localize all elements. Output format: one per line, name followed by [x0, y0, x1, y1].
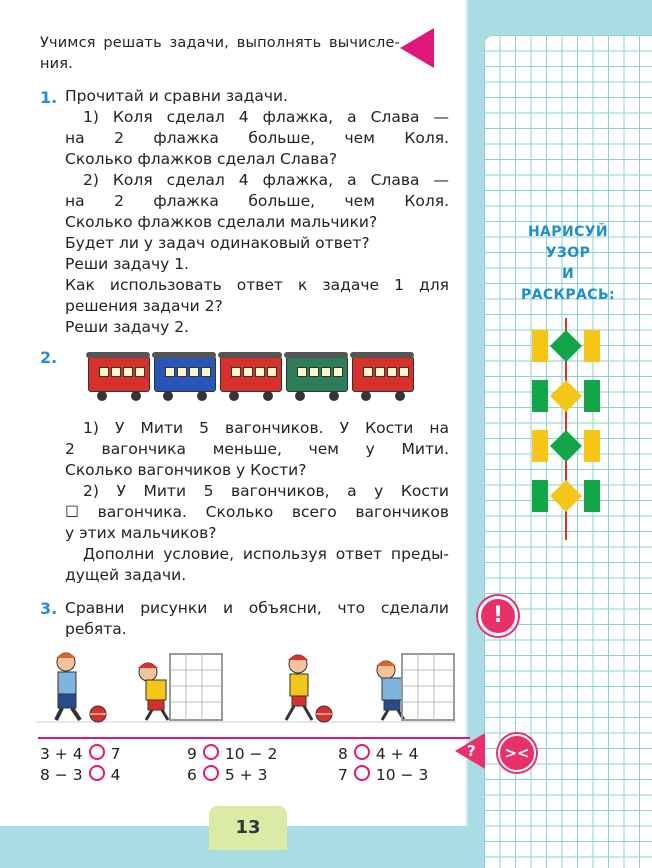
- task-1-line: Как использовать ответ к задаче 1 для: [65, 276, 449, 294]
- question-mark: ?: [467, 742, 476, 760]
- comparison-right: 7: [110, 745, 121, 763]
- page-number: 13: [209, 806, 287, 850]
- train-wagon: [220, 356, 282, 392]
- task-3-text: [65, 598, 449, 640]
- task-2-line: 2) У Мити 5 вагончиков, а у Кости: [83, 482, 449, 500]
- pattern-square: [584, 480, 600, 512]
- comparison-circle[interactable]: [203, 744, 219, 760]
- pattern-square: [584, 330, 600, 362]
- train-wagon: [352, 356, 414, 392]
- comparison-row: [40, 765, 120, 785]
- football-illustration: [36, 650, 456, 726]
- task-1-line: Сколько флажков сделал Слава?: [65, 150, 338, 168]
- task-3-number: 3.: [40, 599, 58, 618]
- comparison-row: [187, 765, 267, 785]
- comparison-left: 6: [187, 766, 197, 784]
- thinking-face-icon: ><: [498, 734, 536, 772]
- pattern-diamond: [550, 330, 582, 362]
- train-wagon: [88, 356, 150, 392]
- train-wagon: [154, 356, 216, 392]
- comparison-left: 3 + 4: [40, 745, 83, 763]
- comparison-left: 8: [338, 745, 348, 763]
- boy-goalkeeper-figure: [376, 661, 404, 720]
- pattern-square: [532, 330, 548, 362]
- comparison-circle[interactable]: [89, 744, 105, 760]
- task-1-line: на 2 флажка больше, чем Коля.: [65, 192, 449, 210]
- girl-goalkeeper-figure: [138, 663, 168, 720]
- comparison-right: 4: [110, 766, 121, 784]
- pattern-diamond: [550, 480, 582, 512]
- comparison-left: 9: [187, 745, 197, 763]
- task-2-line: Сколько вагончиков у Кости?: [65, 461, 307, 479]
- pattern-square: [584, 380, 600, 412]
- task-2-number: 2.: [40, 348, 58, 367]
- pattern-diamond: [550, 430, 582, 462]
- task-1-line: Сколько флажков сделали мальчики?: [65, 213, 378, 231]
- task-1-line: Прочитай и сравни задачи.: [65, 87, 288, 105]
- comparison-right: 10 − 2: [224, 745, 278, 763]
- comparison-right: 10 − 3: [375, 766, 429, 784]
- comparison-circle[interactable]: [354, 744, 370, 760]
- pattern-diamond: [550, 380, 582, 412]
- task-1-line: 1) Коля сделал 4 флажка, а Слава —: [83, 108, 449, 126]
- sidebar-title-line: И: [561, 266, 575, 282]
- boy-kicking-ball-figure: [56, 653, 80, 720]
- girl-kicking-ball-figure: [286, 655, 312, 720]
- comparison-left: 7: [338, 766, 348, 784]
- exercise-divider: [38, 737, 470, 739]
- sidebar-title-line: УЗОР: [545, 245, 591, 261]
- task-2-line: дущей задачи.: [65, 566, 187, 584]
- sidebar-title-line: НАРИСУЙ: [527, 224, 609, 240]
- task-1-line: 2) Коля сделал 4 флажка, а Слава —: [83, 171, 449, 189]
- comparison-circle[interactable]: [203, 765, 219, 781]
- comparison-row: [338, 744, 418, 764]
- comparison-right: 4 + 4: [375, 745, 419, 763]
- task-2-line: ☐ вагончика. Сколько всего вагончиков: [65, 503, 449, 521]
- task-2-text: [65, 418, 449, 586]
- ball-icon: [316, 706, 332, 722]
- exclamation-icon: !: [478, 596, 518, 636]
- diamond-pattern: [532, 318, 600, 540]
- task-3-line: ребята.: [65, 620, 127, 638]
- task-1-line: Будет ли у задач одинаковый ответ?: [65, 234, 370, 252]
- lesson-intro: Учимся решать задачи, выполнять вычисле- ния.: [40, 35, 400, 72]
- goal-net-icon: [170, 654, 222, 720]
- goal-net-icon: [402, 654, 454, 720]
- train-illustration: [88, 352, 418, 400]
- pattern-square: [532, 430, 548, 462]
- comparison-left: 8 − 3: [40, 766, 83, 784]
- comparison-circle[interactable]: [89, 765, 105, 781]
- pattern-square: [532, 480, 548, 512]
- pattern-square: [584, 430, 600, 462]
- train-wagon: [286, 356, 348, 392]
- sidebar-title: [506, 222, 630, 306]
- comparison-row: [338, 765, 428, 785]
- ball-icon: [90, 706, 106, 722]
- task-2-line: Дополни условие, используя ответ преды-: [83, 545, 449, 563]
- sidebar-title-line: РАСКРАСЬ:: [520, 287, 616, 303]
- comparison-row: [40, 744, 120, 764]
- task-1-line: на 2 флажка больше, чем Коля.: [65, 129, 449, 147]
- pattern-square: [532, 380, 548, 412]
- task-1-text: [65, 86, 449, 338]
- task-1-line: Реши задачу 2.: [65, 318, 190, 336]
- task-1-line: Реши задачу 1.: [65, 255, 190, 273]
- task-2-line: 2 вагончика меньше, чем у Мити.: [65, 440, 449, 458]
- task-2-line: 1) У Мити 5 вагончиков. У Кости на: [83, 419, 449, 437]
- task-1-line: решения задачи 2?: [65, 297, 223, 315]
- comparison-right: 5 + 3: [224, 766, 268, 784]
- task-3-line: Сравни рисунки и объясни, что сделали: [65, 599, 449, 617]
- comparison-row: [187, 744, 277, 764]
- comparison-circle[interactable]: [354, 765, 370, 781]
- task-1-number: 1.: [40, 88, 58, 107]
- task-2-line: у этих мальчиков?: [65, 524, 217, 542]
- pink-triangle-marker: [400, 28, 434, 68]
